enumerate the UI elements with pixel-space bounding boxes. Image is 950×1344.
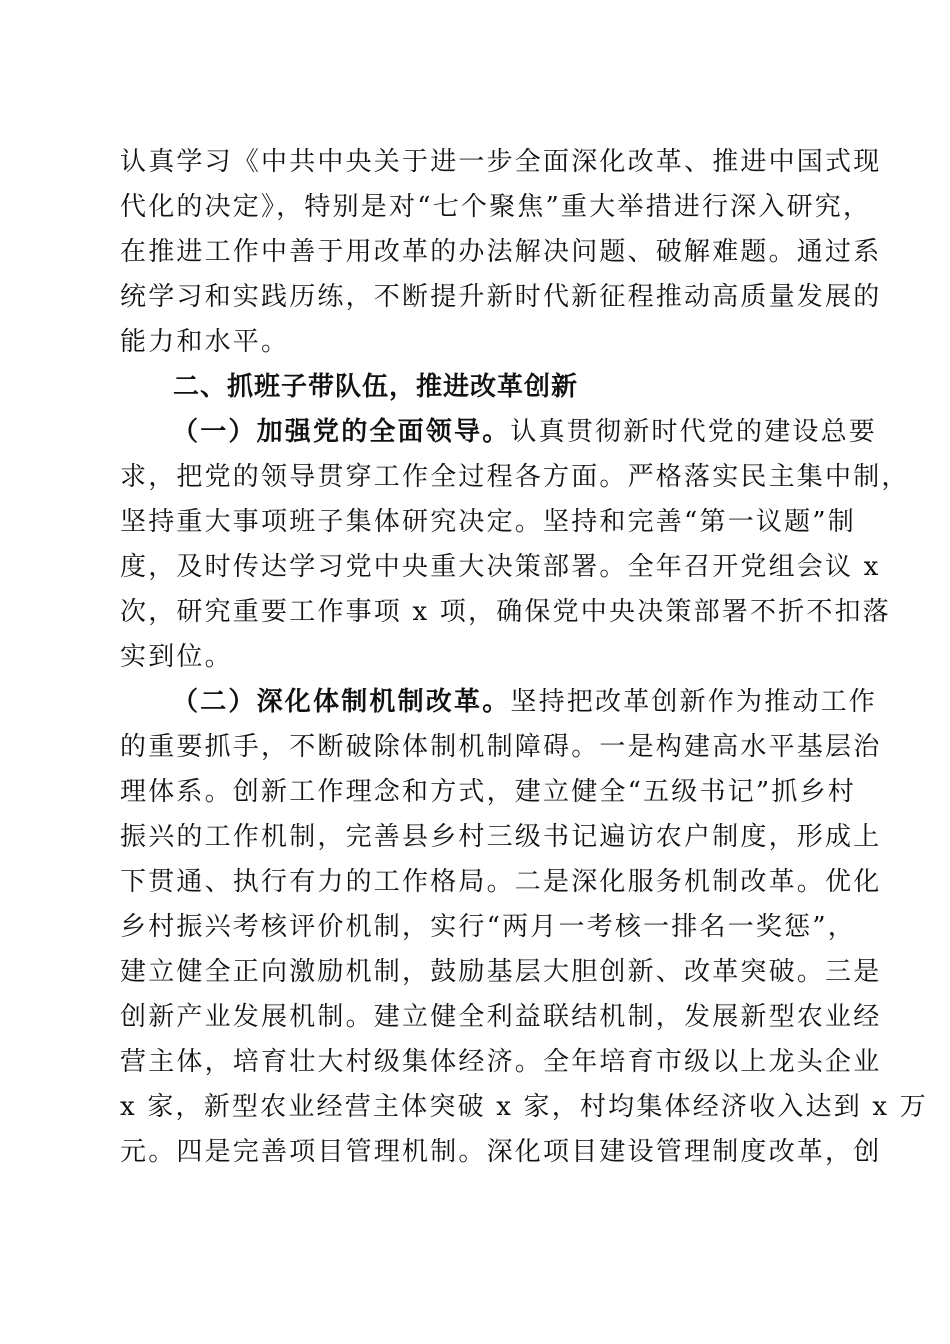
paragraph-3-line-7: 建立健全正向激励机制，鼓励基层大胆创新、改革突破。三是 [120, 957, 882, 987]
paragraph-3-line-9: 营主体，培育壮大村级集体经济。全年培育市级以上龙头企业 [120, 1047, 882, 1077]
paragraph-3-line-3: 理体系。创新工作理念和方式，建立健全“五级书记”抓乡村 [120, 777, 856, 807]
paragraph-2-lead: （一）加强党的全面领导。 [172, 417, 511, 447]
paragraph-2-line-3: 坚持重大事项班子集体研究决定。坚持和完善“第一议题”制 [120, 507, 856, 537]
paragraph-2-line-4: 度，及时传达学习党中央重大决策部署。全年召开党组会议 x [120, 552, 881, 582]
paragraph-1-line-2: 代化的决定》，特别是对“七个聚焦”重大举措进行深入研究， [120, 192, 872, 222]
paragraph-3-line-10: x 家，新型农业经营主体突破 x 家，村均集体经济收入达到 x 万 [120, 1092, 928, 1122]
paragraph-1-line-1: 认真学习《中共中央关于进一步全面深化改革、推进中国式现 [120, 147, 882, 177]
paragraph-3-line-11: 元。四是完善项目管理机制。深化项目建设管理制度改革，创 [120, 1137, 882, 1167]
paragraph-3-line-2: 的重要抓手，不断破除体制机制障碍。一是构建高水平基层治 [120, 732, 882, 762]
paragraph-1-line-3: 在推进工作中善于用改革的办法解决问题、破解难题。通过系 [120, 237, 882, 267]
paragraph-3-lead: （二）深化体制机制改革。 [172, 687, 511, 717]
paragraph-2-line-2: 求，把党的领导贯穿工作全过程各方面。严格落实民主集中制， [120, 462, 910, 492]
section-heading: 二、抓班子带队伍，推进改革创新 [173, 372, 579, 402]
paragraph-3-line-8: 创新产业发展机制。建立健全利益联结机制，发展新型农业经 [120, 1002, 882, 1032]
paragraph-3-line-5: 下贯通、执行有力的工作格局。二是深化服务机制改革。优化 [120, 867, 882, 897]
paragraph-2-line-6: 实到位。 [120, 642, 233, 672]
paragraph-1-line-5: 能力和水平。 [120, 327, 290, 357]
paragraph-2-first-line-rest: 认真贯彻新时代党的建设总要 [510, 417, 878, 447]
paragraph-3-line-4: 振兴的工作机制，完善县乡村三级书记遍访农户制度，形成上 [120, 822, 882, 852]
paragraph-2-line-5: 次，研究重要工作事项 x 项，确保党中央决策部署不折不扣落 [120, 597, 891, 627]
paragraph-1-line-4: 统学习和实践历练，不断提升新时代新征程推动高质量发展的 [120, 282, 882, 312]
paragraph-3-first-line-rest: 坚持把改革创新作为推动工作 [510, 687, 878, 717]
paragraph-2-line-1 [172, 412, 878, 452]
paragraph-3-line-1 [172, 682, 878, 722]
paragraph-3-line-6: 乡村振兴考核评价机制，实行“两月一考核一排名一奖惩”， [120, 912, 856, 942]
